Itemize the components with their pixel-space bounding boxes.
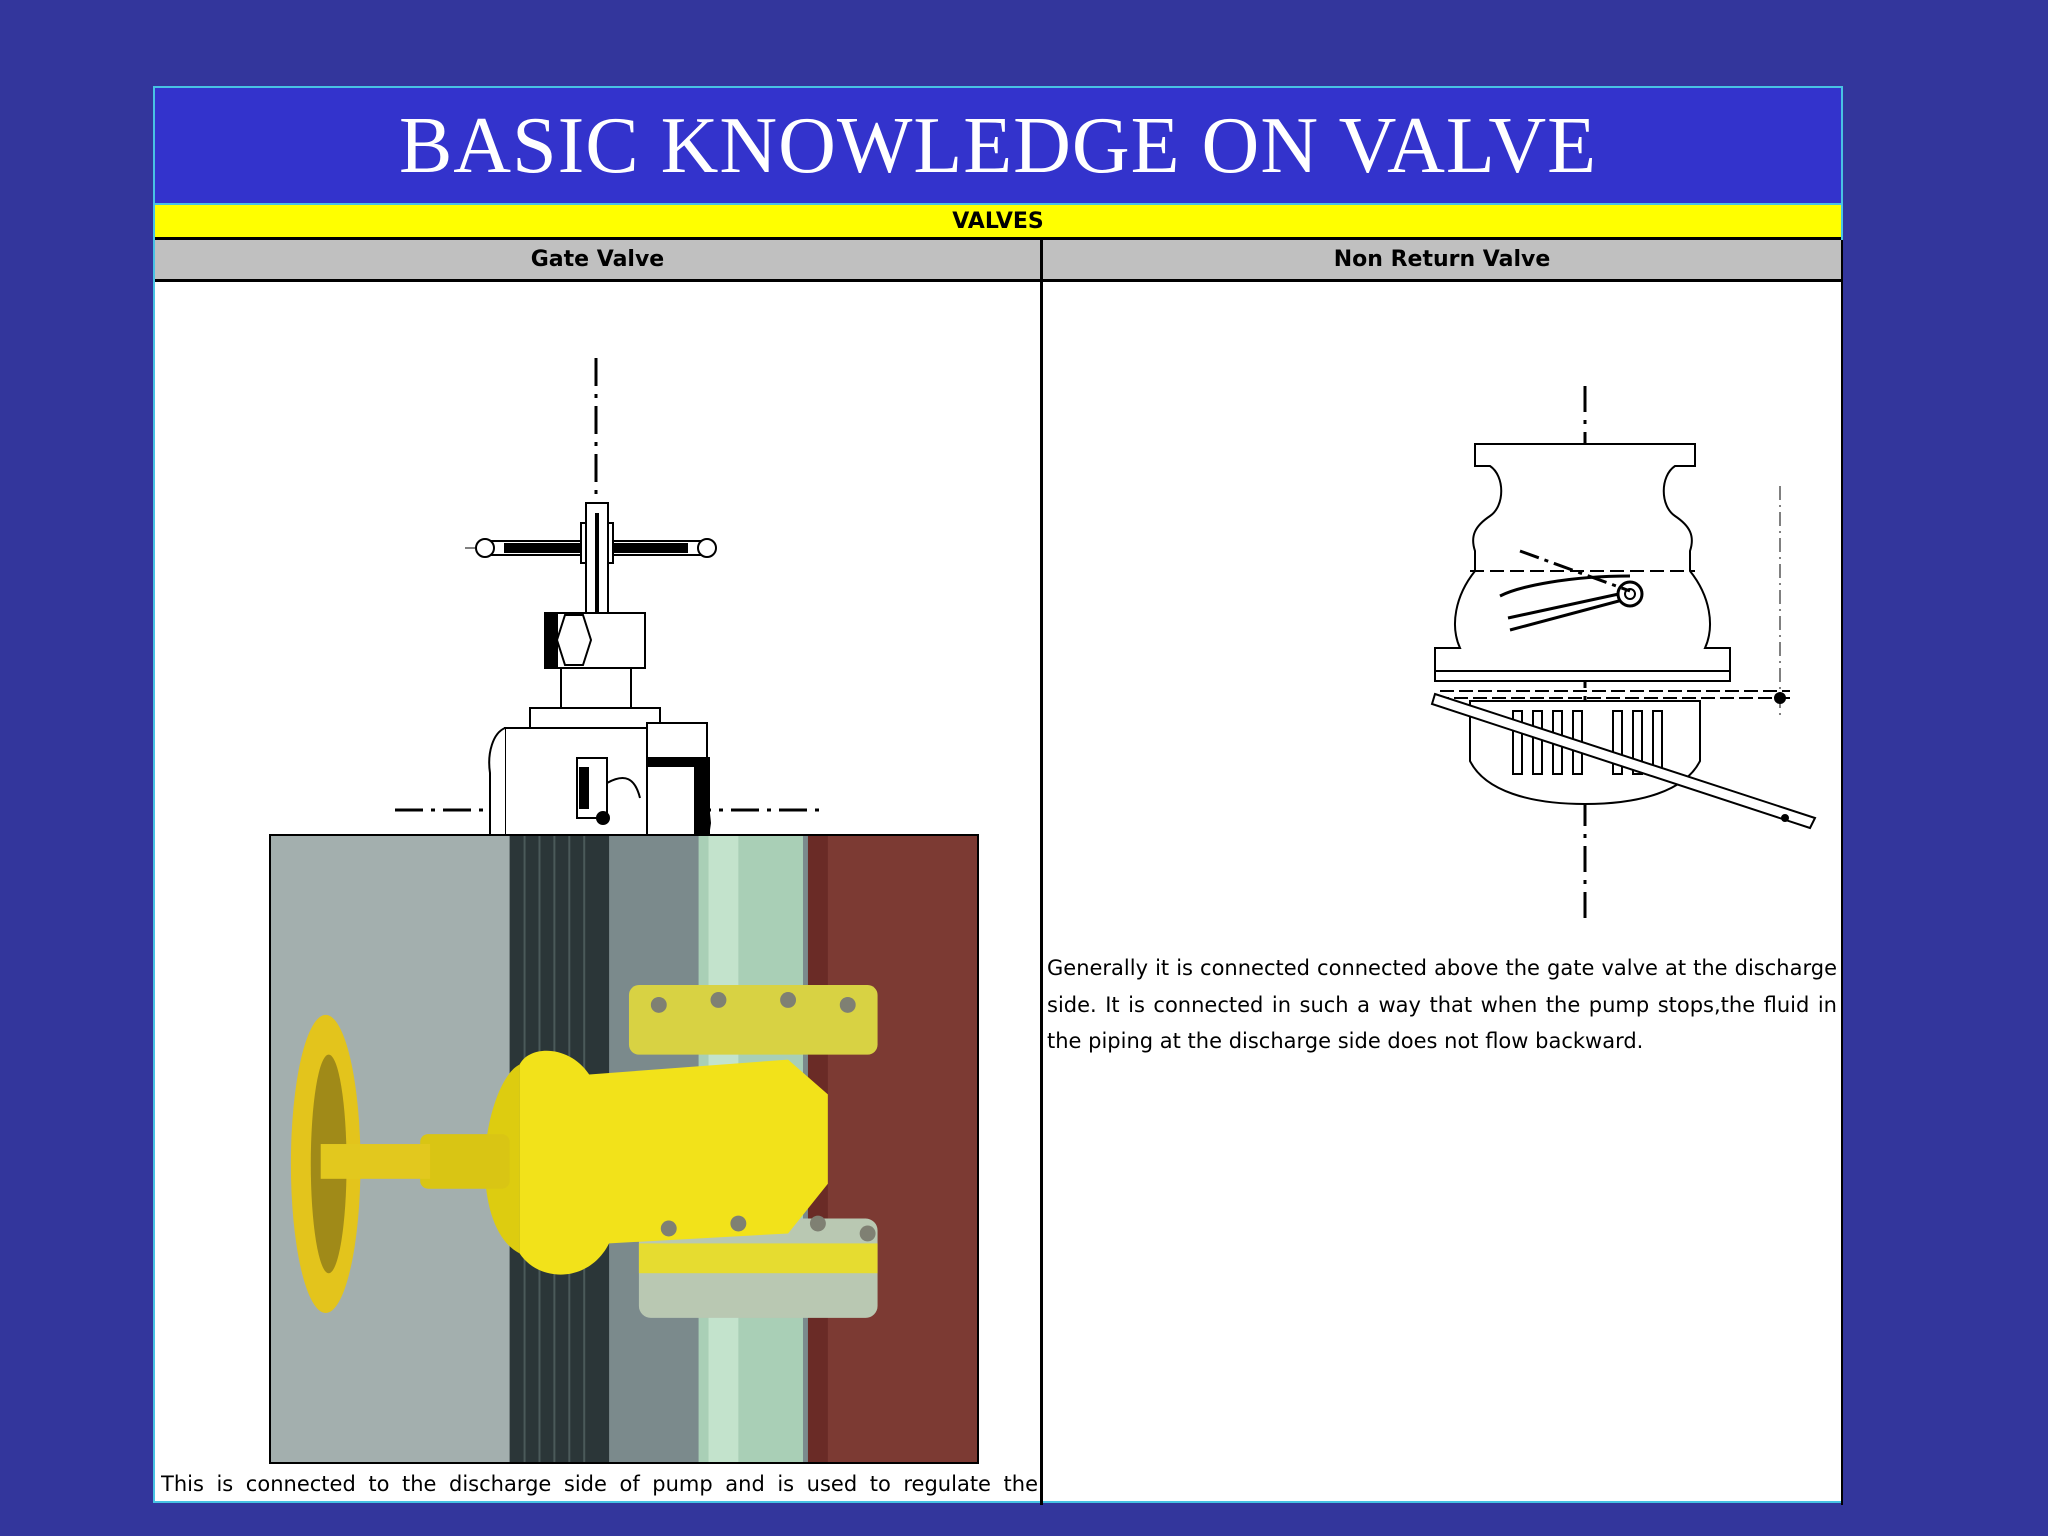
slide [153, 86, 1843, 1503]
non-return-valve-description: Generally it is connected connected above the gate valve at the discharge side. It is connected in such a way that when the pump stops,the fluid in the piping at the discharge side does not flow backward. [1047, 956, 1837, 1053]
column-divider [1040, 240, 1043, 1505]
page-title: BASIC KNOWLEDGE ON VALVE [398, 101, 1598, 190]
column-header-gate-valve: Gate Valve [155, 240, 1040, 282]
gate-valve-drawing-icon [385, 353, 825, 913]
section-label: VALVES [155, 205, 1841, 240]
gate-valve-caption: This is connected to the discharge side of pump and is used to regulate the [161, 1472, 1038, 1496]
column-header-non-return-valve: Non Return Valve [1043, 240, 1841, 282]
table-right-edge [1841, 240, 1843, 1505]
non-return-valve-drawing-icon [1270, 386, 1830, 926]
title-bar [155, 88, 1841, 205]
gate-valve-photo [269, 834, 979, 1464]
